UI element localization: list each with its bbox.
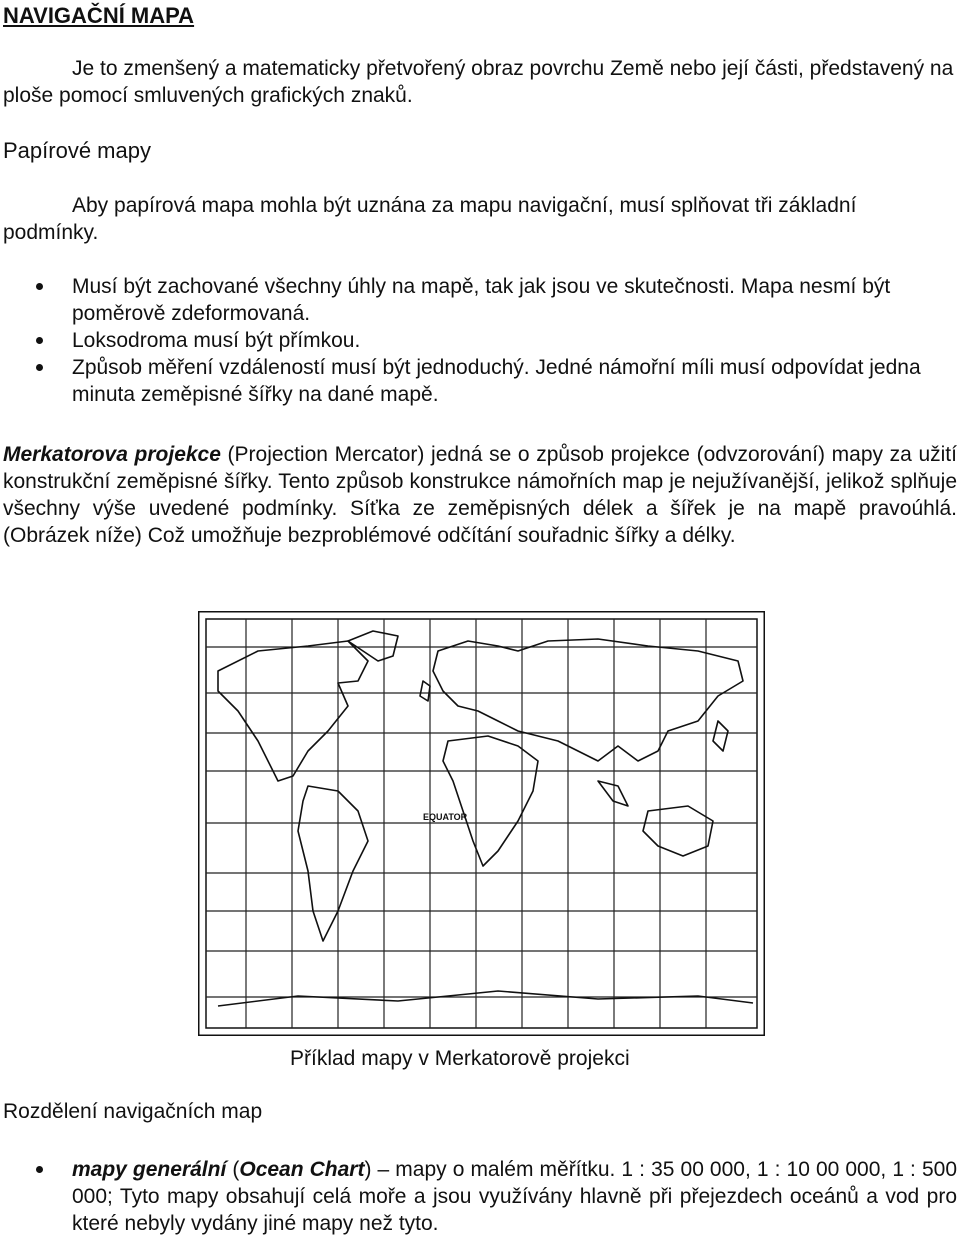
list-item-term-english: Ocean Chart <box>239 1158 365 1181</box>
conditions-list <box>36 273 957 408</box>
list-item-text: Způsob měření vzdáleností musí být jednoduchý. Jedné námořní míli musí odpovídat jedna minuta zeměpisné šířky na dané mapě. <box>72 356 921 406</box>
section-heading-paper-maps: Papírové mapy <box>3 138 151 163</box>
intro-text: Je to zmenšený a matematicky přetvořený obraz povrchu Země nebo její části, představený na ploše pomocí smluvených grafických znaků. <box>3 57 954 107</box>
page-title: NAVIGAČNÍ MAPA <box>3 3 195 28</box>
list-item <box>36 273 957 327</box>
mercator-text: (Projection Mercator) jedná se o způsob projekce (odvzorování) mapy za užití konstrukční zeměpisné šířky. Tento způsob konstrukce námořních map je nejužívanější, jelikož splňuje všechny výše uvedené podmínky. Síťka ze zeměpisných délek a šířek je na mapě pravoúhlá. (Obrázek níže) Což umožňuje bezproblémové odčítání souřadnic šířky a délky. <box>3 443 957 547</box>
map-types-list <box>36 1156 957 1237</box>
bullet-icon <box>36 1166 43 1173</box>
list-item <box>36 1156 957 1237</box>
list-item-text: Musí být zachované všechny úhly na mapě, tak jak jsou ve skutečnosti. Mapa nesmí být poměrově zdeformovaná. <box>72 275 891 325</box>
map-caption: Příklad mapy v Merkatorově projekci <box>290 1047 630 1070</box>
bullet-icon <box>36 337 43 344</box>
list-item-text: Loksodroma musí být přímkou. <box>72 329 361 352</box>
intro-paragraph <box>3 55 957 109</box>
list-item-paren: ( <box>226 1158 240 1181</box>
section-heading-map-types: Rozdělení navigačních map <box>3 1100 263 1123</box>
mercator-term: Merkatorova projekce <box>3 443 221 466</box>
list-item-term: mapy generální <box>72 1158 227 1181</box>
list-item <box>36 354 957 408</box>
mercator-paragraph <box>3 441 957 549</box>
equator-label: EQUATOR <box>423 812 468 822</box>
bullet-icon <box>36 283 43 290</box>
conditions-text: Aby papírová mapa mohla být uznána za mapu navigační, musí splňovat tři základní podmínky. <box>3 194 857 244</box>
bullet-icon <box>36 364 43 371</box>
conditions-paragraph <box>3 192 957 246</box>
list-item-text: ) – mapy o malém měřítku. 1 : 35 00 000, 1 : 10 00 000, 1 : 500 000; Tyto mapy obsahují celá moře a jsou využívány hlavně při přejezdech oceánů a vod pro které nebyly vydány jiné mapy než tyto. <box>72 1158 957 1235</box>
mercator-map-image <box>198 611 765 1036</box>
list-item <box>36 327 957 354</box>
